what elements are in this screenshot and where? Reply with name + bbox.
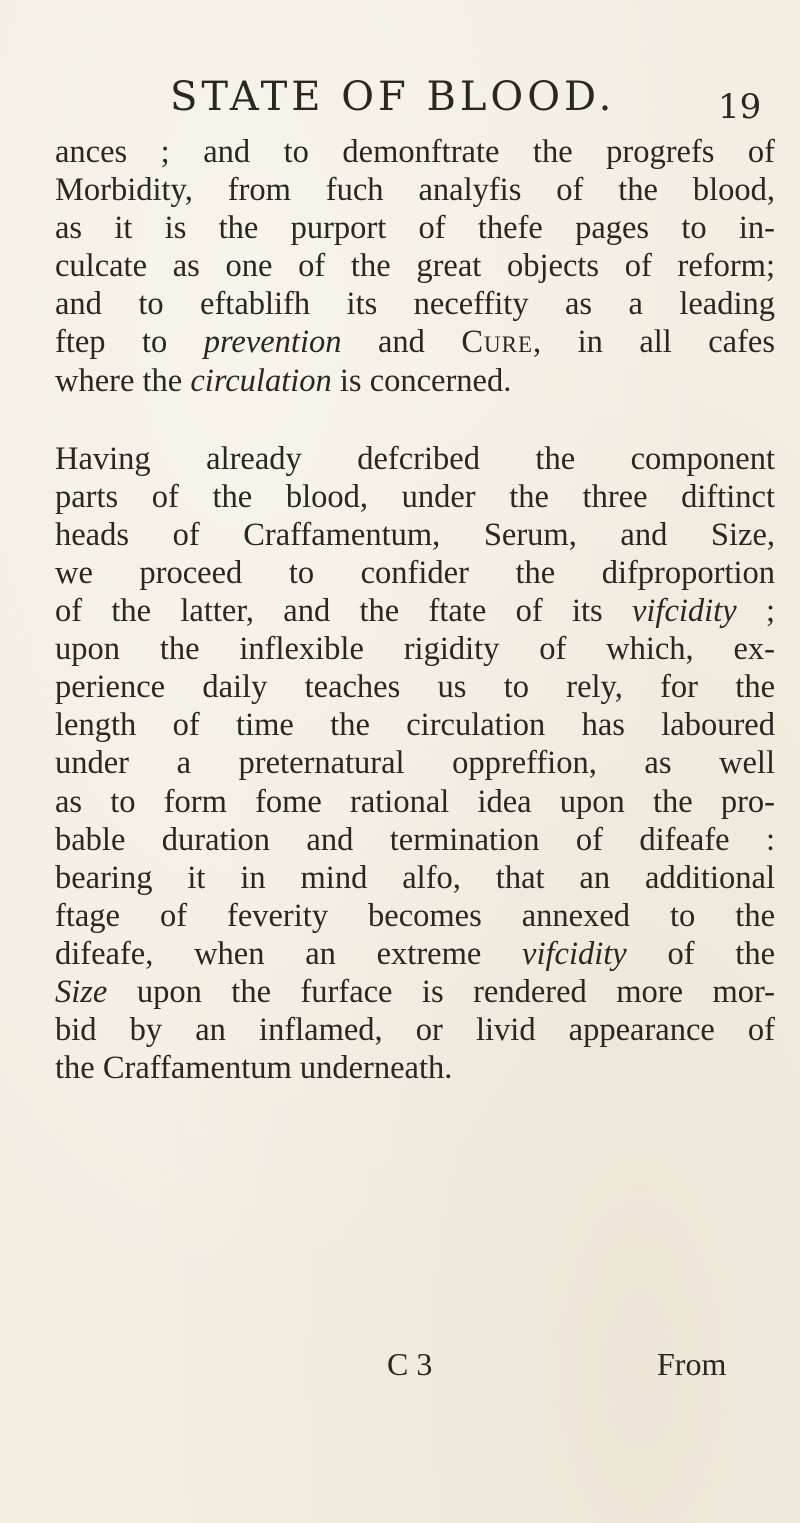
paragraph-2 xyxy=(55,440,775,1088)
text-line: length of time the circulation has laboured xyxy=(55,707,775,744)
text-line: where the circulation is concerned. xyxy=(55,362,512,399)
paragraph-gap xyxy=(55,400,775,440)
text-line: difeafe, when an extreme vifcidity of the xyxy=(55,935,776,972)
paragraph-1 xyxy=(55,133,775,400)
body-text xyxy=(55,133,775,1087)
catchword: From xyxy=(657,1346,727,1382)
text-line: parts of the blood, under the three diftinct xyxy=(55,478,775,515)
text-line: bid by an inflamed, or livid appearance of xyxy=(55,1012,775,1049)
text-line: Having already defcribed the component xyxy=(55,440,775,477)
running-title: STATE OF BLOOD. xyxy=(170,74,616,120)
text-line: Size upon the furface is rendered more mor- xyxy=(55,973,775,1010)
text-line: upon the inflexible rigidity of which, ex- xyxy=(55,631,775,668)
signature-mark: C 3 xyxy=(387,1346,433,1382)
text-line: bable duration and termination of difeafe : xyxy=(55,821,775,858)
page-footer xyxy=(0,1340,800,1388)
text-line: Morbidity, from fuch analyfis of the blood, xyxy=(55,172,775,209)
text-line: ances ; and to demonftrate the progrefs of xyxy=(55,134,775,170)
text-line: we proceed to confider the difproportion xyxy=(55,554,775,591)
text-line: perience daily teaches us to rely, for the xyxy=(55,669,775,706)
text-line: and to eftablifh its neceffity as a leading xyxy=(55,286,775,323)
text-line: bearing it in mind alfo, that an additional xyxy=(55,859,775,896)
page-header xyxy=(0,72,800,127)
text-line: heads of Craffamentum, Serum, and Size, xyxy=(55,516,775,553)
page-number: 19 xyxy=(718,87,762,127)
text-line: as it is the purport of thefe pages to in- xyxy=(55,210,775,247)
text-line: the Craffamentum underneath. xyxy=(55,1050,453,1087)
text-line: ftage of feverity becomes annexed to the xyxy=(55,897,775,934)
text-line: as to form fome rational idea upon the pro- xyxy=(55,783,775,820)
text-line: under a preternatural oppreffion, as well xyxy=(55,745,775,782)
text-line: ftep to prevention and Cure, in all cafes xyxy=(55,324,775,361)
text-line: culcate as one of the great objects of reform; xyxy=(55,248,775,285)
text-line: of the latter, and the ftate of its vifcidity ; xyxy=(55,593,775,630)
